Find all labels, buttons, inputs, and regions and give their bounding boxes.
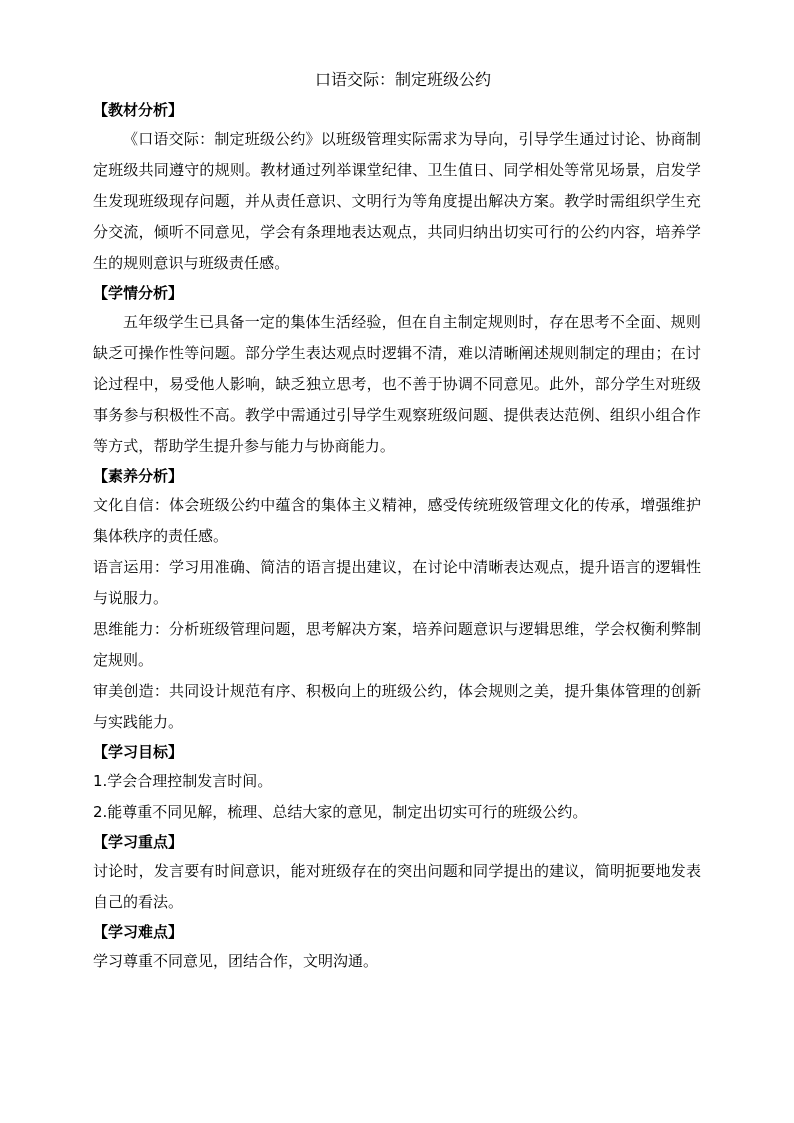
- difficulty-item: 学习尊重不同意见，团结合作，文明沟通。: [93, 952, 379, 970]
- section-student-analysis: [93, 279, 701, 462]
- section-heading: 【学习难点】: [93, 923, 184, 941]
- section-heading: 【学习目标】: [93, 743, 184, 761]
- section-heading: 【教材分析】: [93, 101, 184, 119]
- document-title: 口语交际：制定班级公约: [314, 70, 491, 89]
- literacy-item-thinking: 思维能力：分析班级管理问题，思考解决方案，培养问题意识与逻辑思维，学会权衡利弊制定规则。: [93, 620, 701, 669]
- section-key-points: [93, 828, 701, 918]
- goal-item: 1.学会合理控制发言时间。: [93, 772, 273, 790]
- section-heading: 【素养分析】: [93, 467, 184, 485]
- section-literacy-analysis: [93, 462, 701, 738]
- section-paragraph: 《口语交际：制定班级公约》以班级管理实际需求为导向，引导学生通过讨论、协商制定班级共同遵守的规则。教材通过列举课堂纪律、卫生值日、同学相处等常见场景，启发学生发现班级现存问题，并从责任意识、文明行为等角度提出解决方案。教学时需组织学生充分交流，倾听不同意见，学会有条理地表达观点，共同归纳出切实可行的公约内容，培养学生的规则意识与班级责任感。: [93, 130, 701, 272]
- section-difficulties: [93, 918, 701, 977]
- literacy-item-language: 语言运用：学习用准确、简洁的语言提出建议，在讨论中清晰表达观点，提升语言的逻辑性与说服力。: [93, 558, 701, 607]
- section-learning-goals: [93, 738, 701, 828]
- section-paragraph: 五年级学生已具备一定的集体生活经验，但在自主制定规则时，存在思考不全面、规则缺乏可操作性等问题。部分学生表达观点时逻辑不清，难以清晰阐述规则制定的理由；在讨论过程中，易受他人影响，缺乏独立思考，也不善于协调不同意见。此外，部分学生对班级事务参与积极性不高。教学中需通过引导学生观察班级问题、提供表达范例、组织小组合作等方式，帮助学生提升参与能力与协商能力。: [93, 313, 701, 455]
- section-heading: 【学情分析】: [93, 284, 184, 302]
- section-textbook-analysis: [93, 96, 701, 279]
- key-point-item: 讨论时，发言要有时间意识，能对班级存在的突出问题和同学提出的建议，简明扼要地发表自己的看法。: [93, 862, 701, 911]
- document-page: [93, 66, 701, 977]
- literacy-item-aesthetics: 审美创造：共同设计规范有序、积极向上的班级公约，体会规则之美，提升集体管理的创新与实践能力。: [93, 682, 701, 731]
- goal-item: 2.能尊重不同见解，梳理、总结大家的意见，制定出切实可行的班级公约。: [93, 803, 588, 821]
- section-heading: 【学习重点】: [93, 833, 184, 851]
- literacy-item-culture: 文化自信：体会班级公约中蕴含的集体主义精神，感受传统班级管理文化的传承，增强维护集体秩序的责任感。: [93, 496, 701, 545]
